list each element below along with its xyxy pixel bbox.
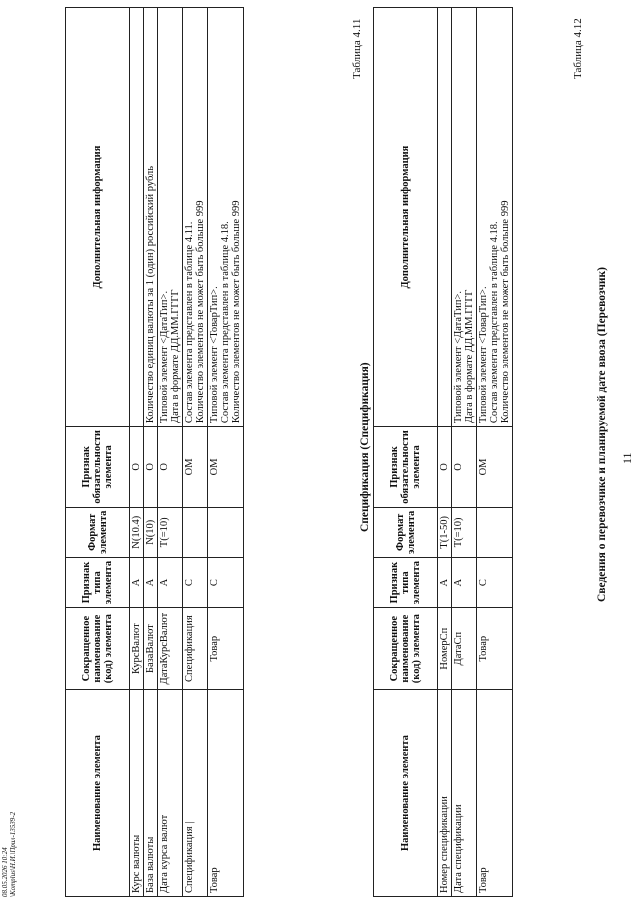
cell-info: Типовой элемент <ДатаТип>. Дата в формате ДД.ММ.ГГГГ bbox=[452, 8, 477, 427]
header-cell: Формат элемента bbox=[374, 507, 438, 557]
table-row bbox=[477, 8, 513, 897]
table-row bbox=[438, 8, 452, 897]
specification-table bbox=[373, 7, 513, 897]
header-cell: Дополнительная информация bbox=[374, 8, 438, 427]
cell-info: Количество единиц валюты за 1 (один) российский рубль bbox=[144, 8, 158, 427]
cell-code: НомерСп bbox=[438, 608, 452, 690]
cell-info bbox=[130, 8, 144, 427]
cell-code: КурсВалют bbox=[130, 608, 144, 690]
cell-info: Типовой элемент <ТоварТип>. Состав элемента представлен в таблице 4.18. Количество элементов не может быть больше 999 bbox=[208, 8, 244, 427]
cell-req: ОМ bbox=[183, 427, 208, 508]
cell-req: О bbox=[438, 427, 452, 508]
cell-info bbox=[438, 8, 452, 427]
cell-code: БазаВалют bbox=[144, 608, 158, 690]
cell-req: О bbox=[452, 427, 477, 508]
cell-format: N(10.4) bbox=[130, 507, 144, 557]
cell-type: С bbox=[208, 557, 244, 607]
cell-format: T(1-50) bbox=[438, 507, 452, 557]
header-cell: Формат элемента bbox=[66, 507, 130, 557]
table-row bbox=[208, 8, 244, 897]
cell-name: Дата спецификации bbox=[452, 690, 477, 897]
cell-name: Товар bbox=[208, 690, 244, 897]
cell-name: Номер спецификации bbox=[438, 690, 452, 897]
cell-type: А bbox=[158, 557, 183, 607]
cell-type: С bbox=[183, 557, 208, 607]
cell-name: Курс валюты bbox=[130, 690, 144, 897]
cell-code: Спецификация bbox=[183, 608, 208, 690]
cell-format: N(10) bbox=[144, 507, 158, 557]
cell-info: Типовой элемент <ТоварТип>. Состав элемента представлен в таблице 4.18. Количество элементов не может быть больше 999 bbox=[477, 8, 513, 427]
table-row bbox=[144, 8, 158, 897]
header-cell: Наименование элемента bbox=[374, 690, 438, 897]
table-title: Спецификация (Спецификация) bbox=[359, 362, 371, 532]
cell-type: А bbox=[130, 557, 144, 607]
cell-format bbox=[208, 507, 244, 557]
cell-info: Типовой элемент <ДатаТип>. Дата в формате ДД.ММ.ГГГГ bbox=[158, 8, 183, 427]
cell-name: Спецификация | bbox=[183, 690, 208, 897]
cell-req: ОМ bbox=[208, 427, 244, 508]
document-footer bbox=[1, 637, 17, 897]
cell-type: А bbox=[438, 558, 452, 608]
header-cell: Наименование элемента bbox=[66, 690, 130, 897]
cell-format bbox=[183, 507, 208, 557]
cell-format: T(=10) bbox=[158, 507, 183, 557]
cell-name: Товар bbox=[477, 690, 513, 897]
footer-timestamp: 08.05.2026 10:24 bbox=[1, 847, 9, 897]
cell-req: О bbox=[158, 427, 183, 508]
cell-req: ОМ bbox=[477, 427, 513, 508]
page-number: 11 bbox=[620, 452, 634, 464]
cell-name: База валюты bbox=[144, 690, 158, 897]
footer-path: \Komplus\Н.И.\Прил-13539-2 bbox=[9, 811, 17, 897]
table-header-row bbox=[374, 8, 438, 897]
table-row bbox=[452, 8, 477, 897]
header-cell: Признак типа элемента bbox=[374, 558, 438, 608]
table-title: Сведения о перевозчике и планируемой дате ввоза (Перевозчик) bbox=[596, 266, 608, 602]
header-cell: Сокращенное наименование (код) элемента bbox=[374, 608, 438, 690]
header-cell: Признак обязательности элемента bbox=[374, 427, 438, 508]
cell-type: А bbox=[144, 557, 158, 607]
cell-req: О bbox=[130, 427, 144, 508]
cell-req: О bbox=[144, 427, 158, 508]
cell-code: ДатаСп bbox=[452, 608, 477, 690]
table-row bbox=[130, 8, 144, 897]
table-row bbox=[183, 8, 208, 897]
cell-name: Дата курса валют bbox=[158, 690, 183, 897]
cell-code: ДатаКурсВалют bbox=[158, 608, 183, 690]
header-cell: Сокращенное наименование (код) элемента bbox=[66, 608, 130, 690]
header-cell: Признак обязательности элемента bbox=[66, 427, 130, 508]
table-number-label: Таблица 4.12 bbox=[572, 18, 584, 79]
table-row bbox=[158, 8, 183, 897]
elements-table-continued bbox=[65, 7, 244, 897]
cell-type: А bbox=[452, 558, 477, 608]
header-cell: Признак типа элемента bbox=[66, 557, 130, 607]
header-cell: Дополнительная информация bbox=[66, 8, 130, 427]
table-header-row bbox=[66, 8, 130, 897]
cell-code: Товар bbox=[477, 608, 513, 690]
cell-code: Товар bbox=[208, 608, 244, 690]
table-number-label: Таблица 4.11 bbox=[351, 18, 363, 79]
cell-format bbox=[477, 507, 513, 557]
cell-format: T(=10) bbox=[452, 507, 477, 557]
cell-info: Состав элемента представлен в таблице 4.11. Количество элементов не может быть больше 999 bbox=[183, 8, 208, 427]
cell-type: С bbox=[477, 558, 513, 608]
